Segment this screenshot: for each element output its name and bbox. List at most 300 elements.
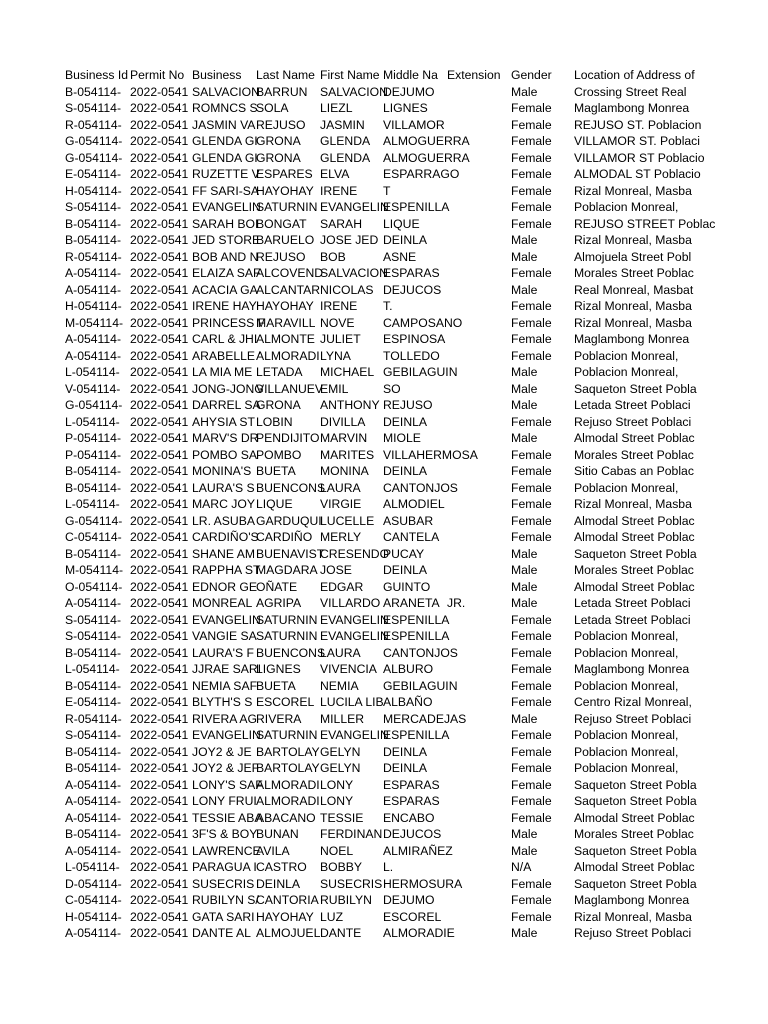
table-cell: 2022-0541 (130, 431, 189, 445)
table-cell: LIGNES (383, 101, 428, 115)
table-cell: 2022-0541 (130, 414, 189, 429)
table-cell: Male (511, 563, 538, 577)
table-cell: MARC JOY (192, 497, 255, 511)
table-cell (447, 100, 510, 117)
table-cell: LAWRENCE (192, 843, 261, 858)
table-cell (447, 397, 510, 414)
table-cell: 2022-0541 (130, 381, 189, 396)
table-cell: EVANGELIN (192, 200, 261, 214)
table-row (0, 810, 768, 827)
table-row (0, 661, 768, 678)
table-cell (447, 843, 510, 860)
table-cell: CAMPOSANO (383, 315, 463, 330)
table-cell: RIVERA AG (192, 711, 258, 726)
table-cell: REJUSO STREET Poblac (574, 216, 716, 231)
table-cell: BOB AND N (192, 249, 259, 264)
table-cell: H-054114- (65, 183, 122, 198)
table-cell: 2022-0541 (130, 332, 189, 346)
table-cell: Saqueton Street Pobla (574, 843, 697, 858)
table-cell: BARUELO (256, 233, 315, 247)
table-cell: MONINA (320, 464, 369, 478)
table-cell: ALBAÑO (383, 695, 433, 709)
column-header: Extension (447, 68, 501, 82)
table-cell: 2022-0541 (130, 794, 189, 808)
table-cell: Male (511, 282, 538, 297)
table-cell (447, 826, 510, 843)
table-cell: Female (511, 299, 552, 313)
table-cell: EVANGELIN (192, 612, 261, 627)
table-cell (447, 661, 510, 678)
table-cell: GELYN (320, 761, 361, 775)
table-cell: SUSECRIS (192, 876, 255, 891)
table-cell: G-054114- (65, 398, 123, 412)
table-cell: 2022-0541 (130, 827, 189, 841)
table-cell: T (383, 183, 391, 198)
table-cell: 2022-0541 (130, 579, 189, 594)
table-cell: Female (511, 728, 552, 742)
table-cell: IRENE (320, 183, 358, 198)
table-cell: LIGNES (256, 662, 301, 676)
table-cell (447, 216, 510, 233)
table-cell: EVANGELIN (320, 612, 389, 627)
table-cell (447, 760, 510, 777)
table-cell: 2022-0541 (130, 612, 189, 627)
table-cell: 2022-0541 (130, 926, 189, 940)
table-row (0, 84, 768, 101)
table-cell (447, 876, 510, 893)
table-cell: Crossing Street Real (574, 84, 687, 99)
table-cell: Poblacion Monreal, (574, 728, 679, 742)
table-cell: L-054114- (65, 365, 120, 379)
table-cell: Female (511, 167, 552, 181)
table-cell: B-054114- (65, 678, 122, 693)
table-cell: Female (511, 315, 552, 330)
table-cell: CARDIÑO'S (192, 530, 259, 544)
table-cell: DEINLA (383, 761, 428, 775)
table-cell: L-054114- (65, 662, 120, 676)
table-cell: LIQUE (256, 497, 293, 511)
table-cell (447, 381, 510, 398)
table-cell: CASTRO (256, 860, 307, 874)
table-row (0, 562, 768, 579)
table-cell: LIQUE (383, 216, 420, 231)
table-cell: SOLA (256, 101, 289, 115)
table-cell: 2022-0541 (130, 480, 189, 495)
table-cell (447, 562, 510, 579)
table-cell: BOB (320, 249, 346, 264)
table-cell: 2022-0541 (130, 266, 189, 280)
column-header: Middle Na (383, 68, 438, 82)
table-cell: 2022-0541 (130, 777, 189, 792)
table-cell: ALMORADI (256, 777, 320, 792)
table-cell: GLENDA GI (192, 134, 258, 148)
table-cell: ESPENILLA (383, 728, 450, 742)
table-cell: ALMONTE (256, 332, 315, 346)
table-row (0, 760, 768, 777)
table-cell: LETADA (256, 365, 303, 379)
table-cell: NEMIA (320, 678, 359, 693)
table-cell: Female (511, 183, 552, 198)
table-cell (447, 348, 510, 365)
table-cell: EVANGELIN (320, 728, 389, 742)
table-cell: CARDIÑO (256, 530, 313, 544)
table-cell: HAYOHAY (256, 909, 314, 924)
table-cell: Male (511, 249, 538, 264)
table-cell: VILLAMOR (383, 117, 445, 132)
table-cell: ABACANO (256, 810, 316, 825)
table-cell: LONY'S SAF (192, 777, 263, 792)
table-cell: M-054114- (65, 563, 124, 577)
table-cell: DANTE AL (192, 926, 251, 940)
table-cell: SATURNIN (256, 200, 318, 214)
table-cell: DEINLA (383, 464, 428, 478)
table-cell: CANTONJOS (383, 480, 458, 495)
table-cell: Almodal Street Poblac (574, 431, 695, 445)
table-row (0, 628, 768, 645)
table-row (0, 100, 768, 117)
table-cell: JOSE (320, 563, 352, 577)
table-cell: ENCABO (383, 810, 435, 825)
table-cell (447, 414, 510, 431)
column-header: Permit No (130, 68, 185, 82)
table-cell: Male (511, 398, 538, 412)
table-row (0, 265, 768, 282)
table-cell: Male (511, 596, 538, 610)
table-cell: Real Monreal, Masbat (574, 282, 694, 297)
table-cell: EMIL (320, 381, 349, 396)
table-cell: DIVILLA (320, 414, 366, 429)
table-cell: Almodal Street Poblac (574, 579, 695, 594)
table-cell: Female (511, 513, 552, 528)
table-cell: DEINLA (383, 233, 428, 247)
table-cell: Poblacion Monreal, (574, 744, 679, 759)
table-cell: MAGDARA (256, 563, 318, 577)
table-cell (447, 117, 510, 134)
table-row (0, 364, 768, 381)
table-cell: LONY (320, 794, 354, 808)
table-cell: 2022-0541 (130, 761, 189, 775)
table-cell: VILLAHERMOSA (383, 447, 478, 462)
table-cell: RAPPHA ST (192, 563, 261, 577)
table-cell: Morales Street Poblac (574, 266, 694, 280)
table-cell: ALCOVEND (256, 266, 324, 280)
table-cell: Rizal Monreal, Masba (574, 183, 692, 198)
table-cell: 2022-0541 (130, 909, 189, 924)
table-cell (447, 925, 510, 942)
table-cell: B-054114- (65, 827, 122, 841)
table-cell: LR. ASUBA (192, 513, 255, 528)
table-cell: SATURNIN (256, 612, 318, 627)
table-cell (447, 496, 510, 513)
table-cell: Poblacion Monreal, (574, 761, 679, 775)
table-cell: Female (511, 134, 552, 148)
table-cell: Male (511, 711, 538, 726)
table-cell: TOLLEDO (383, 348, 440, 363)
table-row (0, 232, 768, 249)
table-row (0, 892, 768, 909)
table-cell: Poblacion Monreal, (574, 480, 679, 495)
table-cell: NICOLAS (320, 282, 374, 297)
table-cell: A-054114- (65, 348, 122, 363)
table-cell: Female (511, 761, 552, 775)
table-cell: Female (511, 200, 552, 214)
table-cell: V-054114- (65, 381, 121, 396)
table-cell: S-054114- (65, 629, 122, 643)
table-cell (447, 232, 510, 249)
table-cell: Female (511, 695, 552, 709)
table-cell: ALMORADI (256, 794, 320, 808)
table-cell: Female (511, 662, 552, 676)
table-cell: GARDUQUI (256, 513, 322, 528)
table-cell: Female (511, 464, 552, 478)
table-cell (447, 744, 510, 761)
table-cell (447, 199, 510, 216)
table-cell: D-054114- (65, 876, 122, 891)
table-cell: 2022-0541 (130, 167, 189, 181)
column-header: Location of Address of (574, 68, 695, 82)
table-body (0, 84, 768, 942)
table-cell (447, 711, 510, 728)
table-row (0, 777, 768, 794)
table-cell: VANGIE SA (192, 629, 257, 643)
table-cell: 2022-0541 (130, 233, 189, 247)
table-cell: VIRGIE (320, 497, 362, 511)
table-cell: EDNOR GE (192, 579, 258, 594)
table-cell: B-054114- (65, 761, 122, 775)
table-cell: Almodal Street Poblac (574, 530, 695, 544)
table-cell: ESPARES (256, 167, 313, 181)
table-cell: Letada Street Poblaci (574, 398, 691, 412)
table-cell: OÑATE (256, 579, 298, 594)
table-cell: Morales Street Poblac (574, 827, 694, 841)
table-cell (447, 480, 510, 497)
table-cell (447, 529, 510, 546)
column-header: Business (192, 68, 242, 82)
table-cell: ESPARAS (383, 266, 440, 280)
header-row (0, 67, 768, 84)
table-cell: Rizal Monreal, Masba (574, 909, 692, 924)
table-cell: Female (511, 629, 552, 643)
table-cell: Poblacion Monreal, (574, 645, 679, 660)
table-cell: 2022-0541 (130, 728, 189, 742)
table-cell: 2022-0541 (130, 117, 189, 132)
table-cell: ALMOGUERRA (383, 134, 470, 148)
table-cell: 2022-0541 (130, 843, 189, 858)
table-row (0, 678, 768, 695)
table-cell: NOVE (320, 315, 355, 330)
table-cell: S-054114- (65, 101, 122, 115)
table-cell: LAURA'S S (192, 480, 255, 495)
table-cell: LONY FRUI (192, 794, 257, 808)
table-cell (447, 579, 510, 596)
table-cell: Female (511, 909, 552, 924)
table-cell: ACACIA GA (192, 282, 258, 297)
table-cell: PENDIJITO (256, 431, 320, 445)
table-cell: 2022-0541 (130, 530, 189, 544)
table-cell: A-054114- (65, 926, 122, 940)
table-cell: Saqueton Street Pobla (574, 381, 697, 396)
table-cell: Male (511, 365, 538, 379)
table-row (0, 925, 768, 942)
table-cell: ELAIZA SAF (192, 266, 261, 280)
table-row (0, 793, 768, 810)
table-cell: MERCADEJAS (383, 711, 467, 726)
table-cell: S-054114- (65, 612, 122, 627)
table-cell: SALVACION (320, 266, 388, 280)
table-cell: DEJUMO (383, 893, 435, 907)
table-cell: BARRUN (256, 84, 308, 99)
table-cell: 3F'S & BOY (192, 827, 258, 841)
table-cell (447, 892, 510, 909)
table-cell: Letada Street Poblaci (574, 596, 691, 610)
table-row (0, 117, 768, 134)
table-cell: P-054114- (65, 447, 122, 462)
table-cell: T. (383, 299, 393, 313)
table-cell: CANTONJOS (383, 645, 458, 660)
table-cell: ARANETA (383, 596, 440, 610)
table-cell: L-054114- (65, 860, 120, 874)
table-cell: Centro Rizal Monreal, (574, 695, 692, 709)
table-cell: AVILA (256, 843, 290, 858)
table-cell: Saqueton Street Pobla (574, 876, 697, 891)
table-cell: BUETA (256, 464, 296, 478)
table-row (0, 909, 768, 926)
table-cell: R-054114- (65, 117, 122, 132)
table-cell: VILLAMOR ST. Poblaci (574, 134, 700, 148)
table-cell: BUENAVIST (256, 546, 325, 561)
table-cell: G-054114- (65, 150, 123, 165)
table-cell: MILLER (320, 711, 365, 726)
table-cell: Rejuso Street Poblaci (574, 926, 692, 940)
table-cell: ROMNCS S (192, 101, 258, 115)
table-cell: 2022-0541 (130, 150, 189, 165)
table-cell: EVANGELIN (320, 629, 389, 643)
table-cell: 2022-0541 (130, 546, 189, 561)
table-cell: Maglambong Monrea (574, 332, 690, 346)
table-cell: LUZ (320, 909, 344, 924)
table-row (0, 859, 768, 876)
table-row (0, 216, 768, 233)
table-cell: 2022-0541 (130, 84, 189, 99)
table-cell: REJUSO (256, 117, 306, 132)
table-cell: ESPENILLA (383, 612, 450, 627)
table-cell: 2022-0541 (130, 860, 189, 874)
table-cell: JJRAE SARI (192, 662, 262, 676)
table-cell (447, 546, 510, 563)
table-row (0, 331, 768, 348)
table-cell: TESSIE ABA (192, 810, 263, 825)
table-cell: Poblacion Monreal, (574, 348, 679, 363)
table-cell: LUCELLE (320, 513, 375, 528)
table-cell: B-054114- (65, 645, 122, 660)
table-cell: Female (511, 480, 552, 495)
table-cell (447, 793, 510, 810)
column-header: Business Id (65, 68, 129, 82)
table-cell: BARTOLAY (256, 761, 320, 775)
table-cell: Female (511, 893, 552, 907)
table-cell: A-054114- (65, 266, 122, 280)
table-cell: G-054114- (65, 513, 123, 528)
table-cell: Female (511, 348, 552, 363)
table-cell: Almojuela Street Pobl (574, 249, 692, 264)
table-cell: 2022-0541 (130, 200, 189, 214)
table-cell: GRONA (256, 134, 301, 148)
table-cell: EDGAR (320, 579, 364, 594)
table-cell: ESPARAS (383, 794, 440, 808)
table-cell: DEINLA (383, 563, 428, 577)
table-row (0, 711, 768, 728)
table-cell: Female (511, 101, 552, 115)
table-cell: ASNE (383, 249, 417, 264)
table-cell: H-054114- (65, 909, 122, 924)
table-cell (447, 678, 510, 695)
table-cell: C-054114- (65, 893, 122, 907)
table-cell: LAURA'S F (192, 645, 254, 660)
table-cell: Female (511, 332, 552, 346)
table-cell: JOY2 & JE (192, 744, 252, 759)
table-cell: Morales Street Poblac (574, 563, 694, 577)
table-cell: DEINLA (383, 744, 428, 759)
table-cell: E-054114- (65, 695, 122, 709)
table-cell: Female (511, 645, 552, 660)
table-cell: NEMIA SAF (192, 678, 258, 693)
table-cell: 2022-0541 (130, 513, 189, 528)
table-cell: SHANE AM (192, 546, 255, 561)
table-cell (447, 513, 510, 530)
table-cell: ESPARRAGO (383, 167, 460, 181)
table-cell: BLYTH'S S (192, 695, 253, 709)
table-cell: BUENCONS (256, 645, 326, 660)
table-row (0, 529, 768, 546)
table-cell: JASMIN (320, 117, 365, 132)
table-cell (447, 150, 510, 167)
table-cell: 2022-0541 (130, 299, 189, 313)
table-row (0, 166, 768, 183)
table-cell: MICHAEL (320, 365, 375, 379)
table-cell: Male (511, 926, 538, 940)
table-cell: ALMIRAÑEZ (383, 843, 453, 858)
table-cell (447, 166, 510, 183)
table-cell: B-054114- (65, 464, 122, 478)
table-cell (447, 694, 510, 711)
table-cell: Female (511, 678, 552, 693)
table-cell: HERMOSURA (383, 876, 463, 891)
table-cell: REJUSO (256, 249, 306, 264)
table-cell: POMBO SA (192, 447, 258, 462)
table-row (0, 612, 768, 629)
table-cell: Poblacion Monreal, (574, 200, 679, 214)
table-cell: LOBIN (256, 414, 293, 429)
table-cell: LYNA (320, 348, 351, 363)
table-cell (447, 331, 510, 348)
table-cell (447, 859, 510, 876)
table-cell: ESPARAS (383, 777, 440, 792)
table-cell: Maglambong Monrea (574, 662, 690, 676)
table-cell (447, 430, 510, 447)
table-cell: A-054114- (65, 843, 122, 858)
table-cell: Male (511, 579, 538, 594)
table-row (0, 133, 768, 150)
table-cell: ALBURO (383, 662, 434, 676)
table-cell: 2022-0541 (130, 282, 189, 297)
table-cell: REJUSO ST. Poblacion (574, 117, 702, 132)
table-row (0, 249, 768, 266)
table-cell (447, 463, 510, 480)
table-cell: PRINCESS F (192, 315, 266, 330)
table-row (0, 199, 768, 216)
table-row (0, 727, 768, 744)
table-cell: Letada Street Poblaci (574, 612, 691, 627)
